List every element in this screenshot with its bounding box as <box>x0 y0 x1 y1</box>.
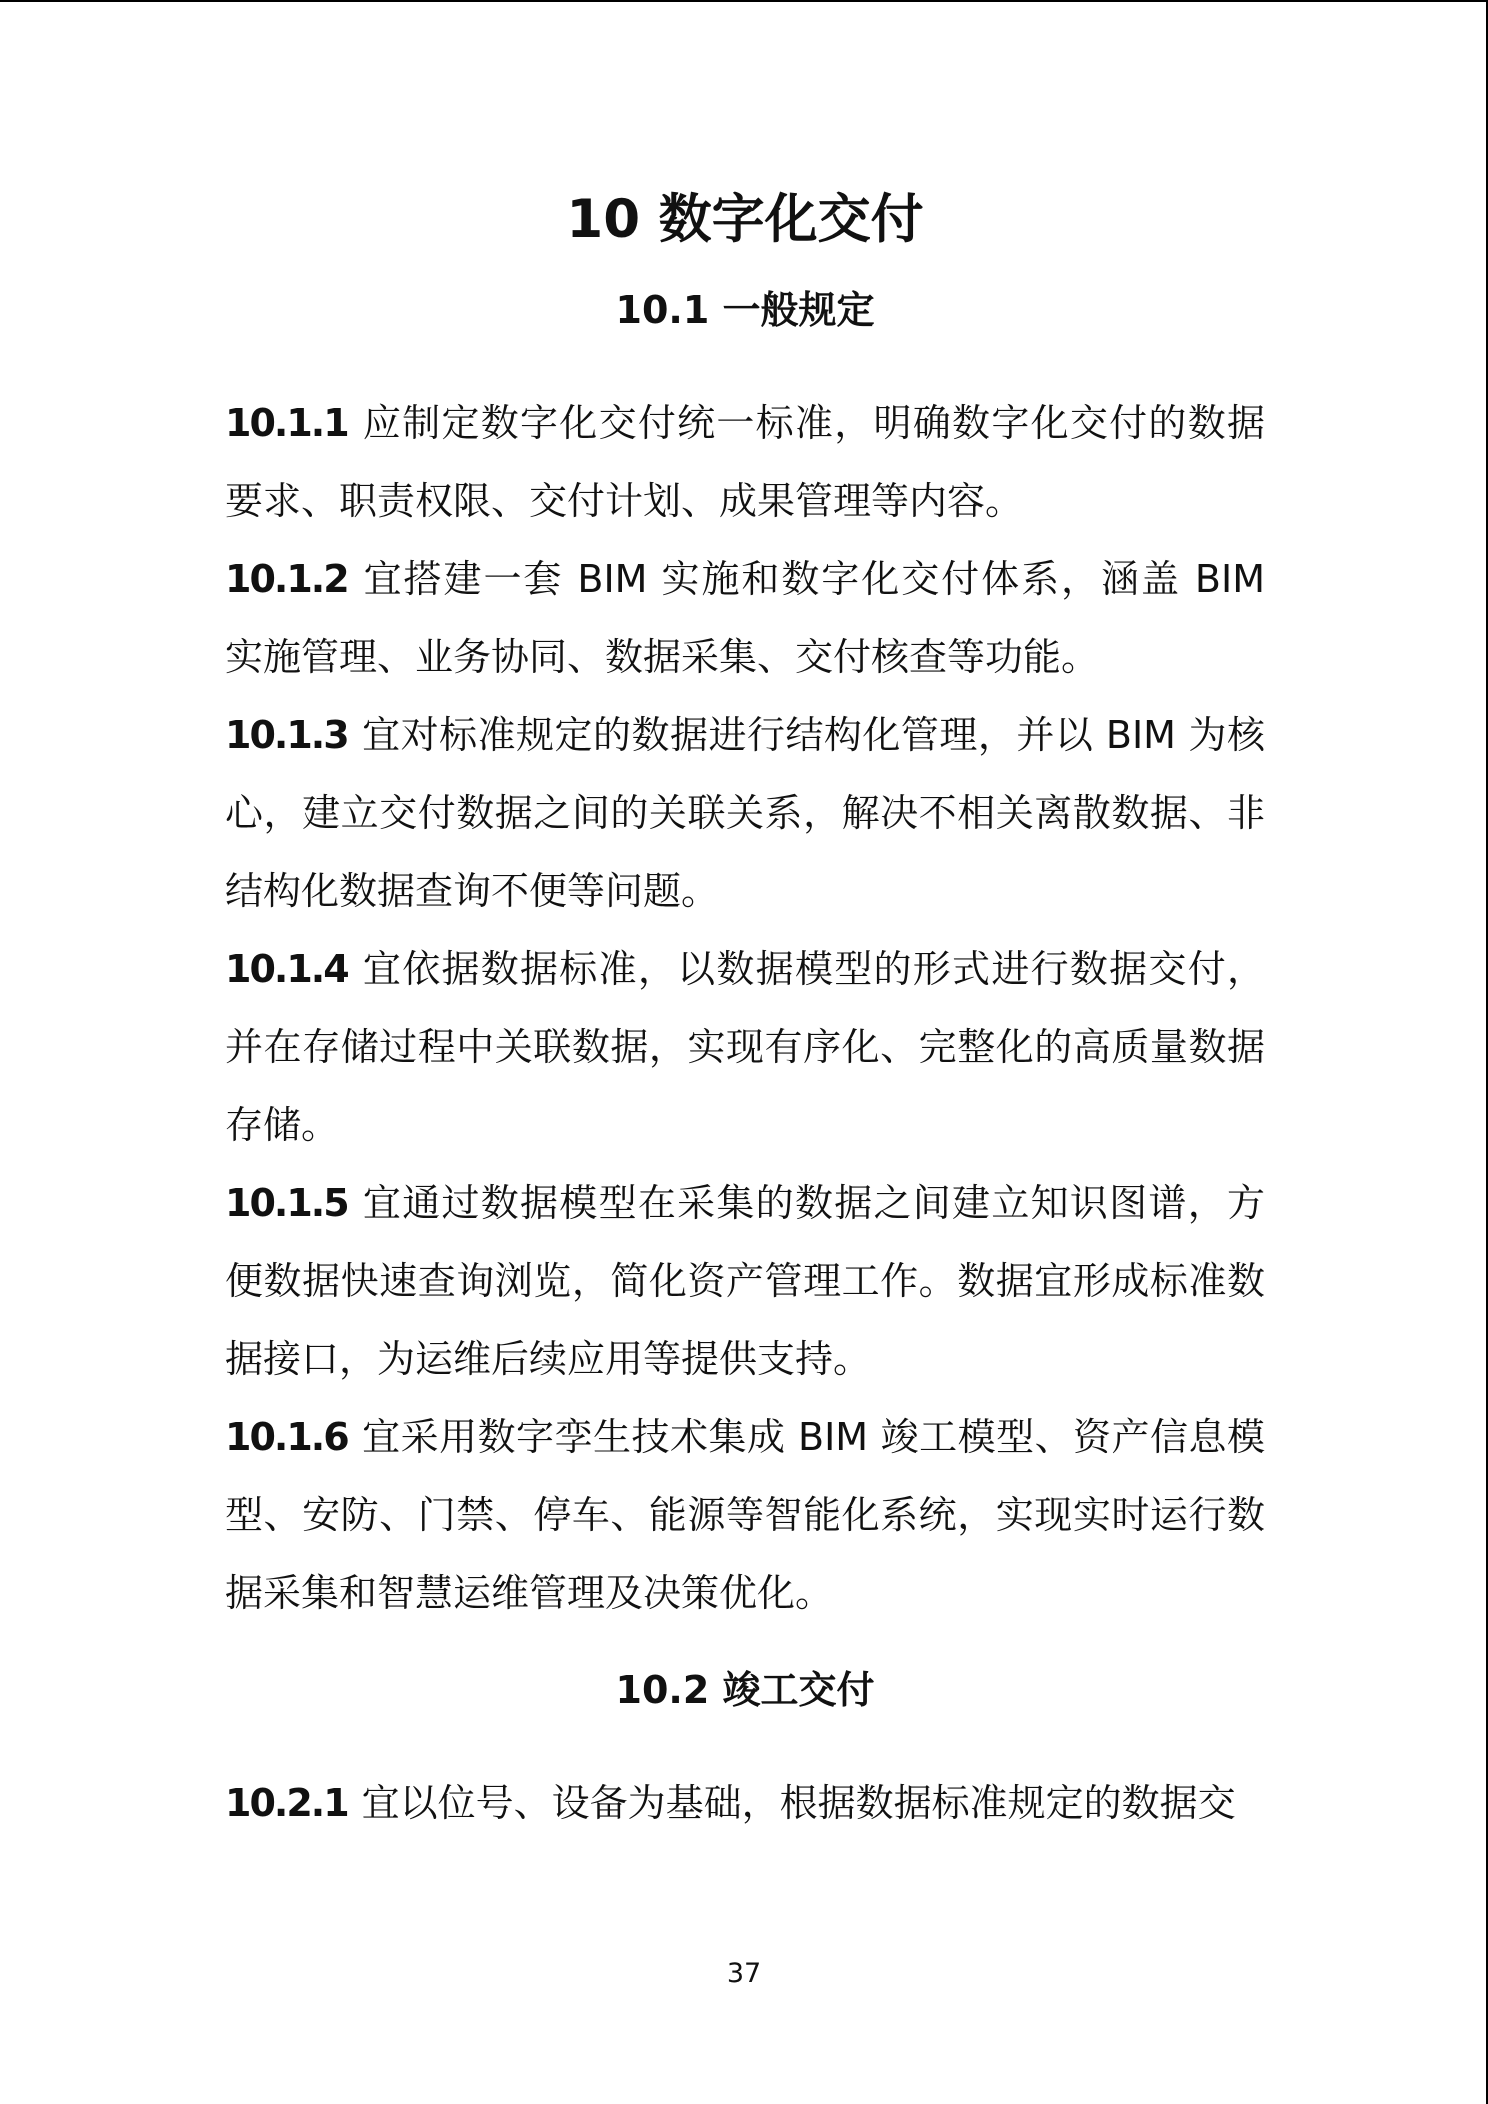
clause <box>225 1398 1265 1632</box>
clause-number: 10.1.5 <box>225 1181 348 1225</box>
clause-text: 宜通过数据模型在采集的数据之间建立知识图谱，方便数据快速查询浏览，简化资产管理工作。数据宜形成标准数据接口，为运维后续应用等提供支持。 <box>225 1181 1265 1381</box>
clause <box>225 696 1265 930</box>
clause <box>225 384 1265 540</box>
chapter-title: 10 数字化交付 <box>566 189 924 250</box>
clause-number: 10.1.2 <box>225 557 348 601</box>
clause-text: 宜搭建一套 BIM 实施和数字化交付体系，涵盖 BIM 实施管理、业务协同、数据采集、交付核查等功能。 <box>225 557 1265 679</box>
clause-number: 10.1.3 <box>225 713 348 757</box>
clause <box>225 1164 1265 1398</box>
clause <box>225 1764 1265 1842</box>
section-title: 10.2 竣工交付 <box>615 1668 875 1712</box>
clause <box>225 540 1265 696</box>
clause-text: 宜依据数据标准，以数据模型的形式进行数据交付，并在存储过程中关联数据，实现有序化、完整化的高质量数据存储。 <box>225 947 1265 1147</box>
clause-text: 宜以位号、设备为基础，根据数据标准规定的数据交 <box>361 1781 1236 1825</box>
clause-number: 10.2.1 <box>225 1781 348 1825</box>
clause-text: 宜采用数字孪生技术集成 BIM 竣工模型、资产信息模型、安防、门禁、停车、能源等智能化系统，实现实时运行数据采集和智慧运维管理及决策优化。 <box>225 1415 1265 1615</box>
document-page <box>225 180 1265 1842</box>
page-border-top <box>0 0 1488 2</box>
page-number: 37 <box>726 1958 762 1989</box>
clause-number: 10.1.1 <box>225 401 348 445</box>
clause-number: 10.1.4 <box>225 947 348 991</box>
section-title: 10.1 一般规定 <box>615 288 875 332</box>
clause-number: 10.1.6 <box>225 1415 348 1459</box>
clause-text: 宜对标准规定的数据进行结构化管理，并以 BIM 为核心，建立交付数据之间的关联关系，解决不相关离散数据、非结构化数据查询不便等问题。 <box>225 713 1265 913</box>
clause <box>225 930 1265 1164</box>
clause-text: 应制定数字化交付统一标准，明确数字化交付的数据要求、职责权限、交付计划、成果管理等内容。 <box>225 401 1265 523</box>
